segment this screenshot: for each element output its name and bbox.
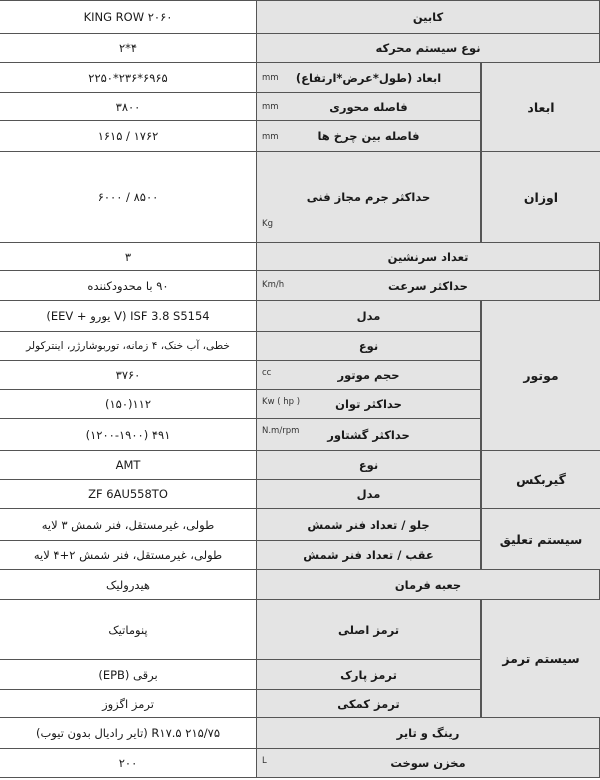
spec-label: فاصله محوری — [257, 93, 481, 121]
spec-unit: mm — [262, 73, 279, 83]
spec-label: ترمز کمکی — [257, 690, 481, 718]
group-title-suspension: سیستم تعلیق — [481, 509, 600, 570]
spec-value: ۴*۲ — [0, 34, 257, 63]
spec-label: حداکثر گشتاور — [257, 419, 481, 451]
spec-value: ۹۰ با محدودکننده — [0, 271, 257, 301]
spec-value: خطی، آب خنک، ۴ زمانه، توربوشارژر، اینترکولر — [0, 332, 257, 361]
spec-label: مخزن سوخت — [257, 749, 600, 778]
spec-unit: mm — [262, 131, 279, 142]
spec-label: ترمز پارک — [257, 660, 481, 690]
spec-label: فاصله بین چرخ ها — [257, 121, 481, 152]
spec-value: پنوماتیک — [0, 600, 257, 660]
spec-value: ۳۸۰۰ — [0, 93, 257, 121]
spec-value: طولی، غیرمستقل، فنر شمش ۳ لایه — [0, 509, 257, 541]
spec-label: مدل — [257, 480, 481, 509]
spec-label: نوع — [257, 332, 481, 361]
group-title-engine: موتور — [481, 301, 600, 451]
spec-value: AMT — [0, 451, 257, 480]
spec-value: برقی (EPB) — [0, 660, 257, 690]
spec-value: ۱۱۲(۱۵۰) — [0, 390, 257, 419]
spec-value: ۲۱۵/۷۵ R۱۷.۵ (تایر رادیال بدون تیوب) — [0, 718, 257, 749]
spec-label: ترمز اصلی — [257, 600, 481, 660]
spec-label: ابعاد (طول*عرض*ارتفاع) — [257, 63, 481, 93]
spec-value: KING ROW ۲۰۶۰ — [0, 0, 257, 34]
spec-value: ۶۹۶۵*۲۳۶*۲۲۵۰ — [0, 63, 257, 93]
spec-label: حداکثر سرعت — [257, 271, 600, 301]
spec-value: ZF 6AU558TO — [0, 480, 257, 509]
group-title-weights: اوزان — [481, 152, 600, 243]
spec-value: هیدرولیک — [0, 570, 257, 600]
spec-value: ترمز اگزوز — [0, 690, 257, 718]
spec-unit: Kw ( hp ) — [262, 397, 301, 407]
spec-unit: cc — [262, 368, 272, 378]
spec-row-tires — [0, 718, 600, 749]
spec-row-fuel-tank — [0, 749, 600, 778]
spec-row-steering — [0, 570, 600, 600]
spec-row-cabin — [0, 0, 600, 34]
spec-label: نوع سیستم محرکه — [257, 34, 600, 63]
spec-unit: Kg — [262, 219, 273, 229]
spec-value: طولی، غیرمستقل، فنر شمش ۲+۴ لایه — [0, 541, 257, 570]
spec-unit: Km/h — [262, 280, 285, 290]
spec-label: جعبه فرمان — [257, 570, 600, 600]
spec-value: ۳ — [0, 243, 257, 271]
spec-value: ۳۷۶۰ — [0, 361, 257, 390]
spec-value: ISF 3.8 S5154 (V یورو + EEV) — [0, 301, 257, 332]
group-title-gearbox: گیربکس — [481, 451, 600, 509]
spec-row-passengers — [0, 243, 600, 271]
spec-value: ۱۷۶۲ / ۱۶۱۵ — [0, 121, 257, 152]
spec-label: حجم موتور — [257, 361, 481, 390]
spec-row-max-speed — [0, 271, 600, 301]
group-title-brakes: سیستم ترمز — [481, 600, 600, 718]
spec-unit: N.m/rpm — [262, 426, 300, 436]
spec-label: عقب / تعداد فنر شمش — [257, 541, 481, 570]
spec-label: حداکثر توان — [257, 390, 481, 419]
spec-value: ۴۹۱ (۱۲۰۰-۱۹۰۰) — [0, 419, 257, 451]
spec-label: حداکثر جرم مجاز فنی — [257, 152, 481, 243]
spec-label: تعداد سرنشین — [257, 243, 600, 271]
spec-label: نوع — [257, 451, 481, 480]
spec-unit: L — [262, 756, 267, 766]
spec-unit: mm — [262, 102, 279, 112]
spec-label: مدل — [257, 301, 481, 332]
spec-label: جلو / تعداد فنر شمش — [257, 509, 481, 541]
spec-label: رینگ و تایر — [257, 718, 600, 749]
spec-value: ۲۰۰ — [0, 749, 257, 778]
group-title-dimensions: ابعاد — [481, 63, 600, 152]
spec-label: کابین — [257, 0, 600, 34]
spec-value: ۸۵۰۰ / ۶۰۰۰ — [0, 152, 257, 243]
spec-row-drivetrain — [0, 34, 600, 63]
